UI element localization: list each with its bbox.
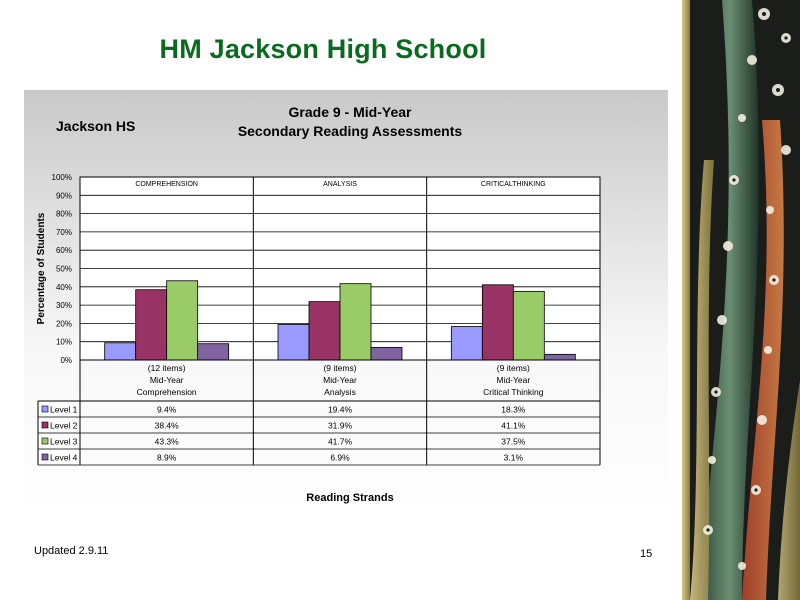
data-label: 3.1% bbox=[503, 452, 524, 463]
bar bbox=[513, 291, 544, 360]
group-header: COMPREHENSION bbox=[135, 181, 198, 188]
data-label: 8.9% bbox=[156, 452, 177, 463]
y-tick-label: 20% bbox=[55, 319, 72, 329]
bar bbox=[309, 302, 340, 360]
y-tick-label: 50% bbox=[55, 264, 72, 274]
category-label: Mid-Year bbox=[149, 375, 184, 385]
bar bbox=[198, 344, 229, 360]
group-header: CRITICALTHINKING bbox=[480, 181, 546, 188]
data-label: 41.1% bbox=[501, 420, 526, 431]
group-header: ANALYSIS bbox=[323, 181, 357, 188]
y-tick-label: 100% bbox=[51, 173, 72, 182]
y-tick-label: 30% bbox=[55, 301, 72, 311]
data-label: 19.4% bbox=[327, 404, 353, 415]
legend-swatch bbox=[42, 406, 48, 412]
legend-swatch bbox=[42, 422, 48, 428]
y-tick-label: 80% bbox=[55, 209, 72, 219]
bar bbox=[482, 285, 513, 360]
category-label: Analysis bbox=[324, 387, 356, 397]
chart-title: Grade 9 - Mid-Year bbox=[288, 104, 412, 120]
legend-swatch bbox=[42, 454, 48, 460]
bar bbox=[371, 347, 402, 360]
updated-footer: Updated 2.9.11 bbox=[34, 545, 109, 557]
data-label: 9.4% bbox=[156, 404, 177, 415]
data-label: 31.9% bbox=[327, 420, 353, 431]
slide-title: HM Jackson High School bbox=[159, 34, 487, 64]
legend-entry: Level 3 bbox=[50, 436, 78, 447]
y-tick-label: 90% bbox=[55, 191, 72, 201]
data-label: 18.3% bbox=[501, 404, 526, 415]
bar bbox=[340, 284, 371, 360]
y-axis-label: Percentage of Students bbox=[36, 212, 47, 325]
data-label: 6.9% bbox=[330, 452, 350, 463]
legend-swatch bbox=[42, 438, 48, 444]
bar bbox=[105, 343, 136, 360]
legend-entry: Level 2 bbox=[50, 420, 78, 431]
category-label: Mid-Year bbox=[496, 375, 531, 385]
y-tick-label: 70% bbox=[55, 227, 72, 237]
data-label: 37.5% bbox=[501, 436, 526, 447]
category-label: (12 items) bbox=[147, 363, 186, 373]
legend-entry: Level 1 bbox=[50, 404, 78, 415]
category-label: (9 items) bbox=[496, 363, 530, 373]
y-tick-label: 10% bbox=[55, 337, 72, 347]
bar bbox=[278, 324, 309, 360]
page-number: 15 bbox=[640, 548, 653, 560]
bar bbox=[544, 354, 575, 360]
data-label: 41.7% bbox=[327, 436, 353, 447]
y-tick-label: 0% bbox=[60, 356, 72, 365]
category-label: (9 items) bbox=[323, 363, 357, 373]
school-label: Jackson HS bbox=[56, 118, 136, 134]
legend-entry: Level 4 bbox=[50, 452, 78, 463]
data-label: 43.3% bbox=[154, 436, 179, 447]
category-label: Comprehension bbox=[136, 387, 197, 397]
y-tick-label: 40% bbox=[55, 282, 72, 292]
x-axis-label: Reading Strands bbox=[306, 492, 394, 504]
data-label: 38.4% bbox=[154, 420, 179, 431]
bar bbox=[136, 290, 167, 360]
bar bbox=[451, 327, 482, 360]
category-label: Mid-Year bbox=[323, 375, 357, 385]
bar bbox=[167, 281, 198, 360]
chart-subtitle: Secondary Reading Assessments bbox=[237, 123, 463, 139]
y-tick-label: 60% bbox=[55, 246, 72, 256]
category-label: Critical Thinking bbox=[483, 387, 544, 397]
